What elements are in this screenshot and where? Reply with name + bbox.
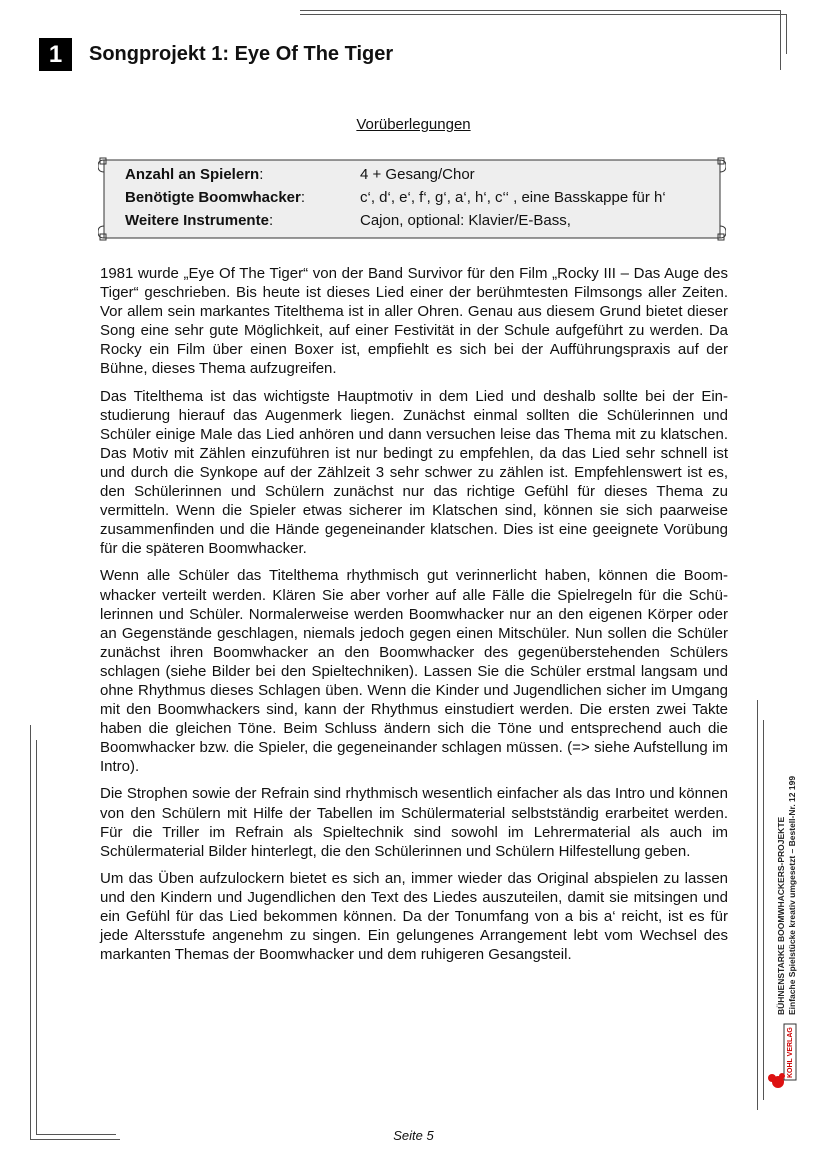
info-row: Weitere Instrumente: Cajon, optional: Klavier/E-Bass, bbox=[125, 209, 666, 232]
info-value: c‘, d‘, e‘, f‘, g‘, a‘, h‘, c‘‘ , eine Basskappe für h‘ bbox=[360, 189, 666, 206]
frame-line bbox=[757, 700, 758, 1110]
info-box bbox=[98, 156, 726, 242]
frame-line bbox=[786, 14, 787, 54]
sidebar-line: Einfache Spielstücke kreativ umgesetzt – Bestell-Nr. 12 199 bbox=[787, 775, 797, 1015]
logo-icon bbox=[766, 1022, 798, 1092]
info-label: Weitere Instrumente bbox=[125, 212, 269, 229]
logo-text: KOHL VERLAG bbox=[787, 1027, 794, 1078]
paragraph: Um das Üben aufzulockern bietet es sich an, immer wieder das Original abspielen zu lassen und den Kindern und Jugendlichen den Text des Liedes auszuteilen, damit sie mitsingen und ein Gefühl für das Lied bekommen können. Da der Tonumfang von a bis a‘ reicht, ist es für jede Altersstufe angenehm zu singen. Ein gelungenes Arrangement lebt vom Wechsel des markanten Themas der Boomwhacker und dem ruhigeren Gesangsteil. bbox=[100, 869, 728, 964]
sidebar-publisher-text bbox=[776, 776, 798, 1015]
info-row: Anzahl an Spielern: 4 + Gesang/Chor bbox=[125, 163, 666, 186]
chapter-number: 1 bbox=[39, 38, 72, 71]
info-label: Anzahl an Spielern bbox=[125, 166, 260, 183]
paragraph: Das Titelthema ist das wichtigste Hauptmotiv in dem Lied und deshalb sollte bei der Einstudierung hierauf das Augenmerk liegen. Zunächst einmal sollten die Schülerinnen und Schüler einige Male das Lied anhören und dann versuchen leise das Thema mit zu klatschen. Das Motiv mit Zählen einzuführen ist nur bedingt zu empfehlen, da das Lied sehr schnell ist und durch die Synkope auf der Zählzeit 3 sehr schwer zu zählen ist. Empfehlenswert ist es, den Schülerinnen und Schülern zunächst nur das richtige Gefühl für dieses Thema zu vermitteln. Wenn die Spieler etwas sicherer im Klatschen sind, können sie sich paarweise zusammenfinden und die Hände gegeneinander klatschen. Dies ist eine geeignete Vorübung für die späteren Boomwhacker. bbox=[100, 387, 728, 558]
page-header bbox=[39, 38, 393, 71]
section-subtitle: Vorüberlegungen bbox=[356, 116, 471, 133]
info-row: Benötigte Boomwhacker: c‘, d‘, e‘, f‘, g‘, a‘, h‘, c‘‘ , eine Basskappe für h‘ bbox=[125, 186, 666, 209]
publisher-logo bbox=[766, 1022, 798, 1092]
frame-line bbox=[30, 725, 31, 1140]
paragraph: Wenn alle Schüler das Titelthema rhythmisch gut verinnerlicht haben, können die Boomwhacker verteilt werden. Klären Sie aber vorher auf alle Fälle die Spielregeln für die Schülerinnen und Schüler. Normalerweise werden Boomwhacker nur an den eigenen Körper oder an Gegenstände geschlagen, niemals jedoch gegen einen Mitschüler. Nun sollen die Schüler zunächst ihren Boomwhacker an den Boomwhacker des gegenüberstehenden Schülers schlagen (siehe Bilder bei den Spieltechniken). Lassen Sie die Schüler erstmal langsam und ohne Rhythmus dieses Schlagen üben. Wenn die Kinder und Jugendlichen sicher im Umgang mit den Boomwhackers sind, kann der Rhythmus einstudiert werden. Die ersten zwei Takte haben die gleichen Töne. Beim Schluss ändern sich die Töne und entsprechend auch die Boomwhacker bzw. die Spieler, die gegeneinander schlagen müssen. (=> siehe Aufstellung im Intro). bbox=[100, 567, 728, 776]
frame-line bbox=[763, 720, 764, 1100]
paragraph: Die Strophen sowie der Refrain sind rhythmisch wesentlich einfacher als das Intro und können von den Schülern mit Hilfe der Tabellen im Schülermaterial selbstständig erarbeitet werden. Für die Triller im Refrain als Spieltechnik sind sowohl im Lehrermaterial als auch im Schülermaterial Bilder hinterlegt, die den Schülerinnen und Schülern Hilfestellung geben. bbox=[100, 785, 728, 860]
frame-line bbox=[36, 740, 37, 1135]
info-value: 4 + Gesang/Chor bbox=[360, 166, 475, 183]
info-value: Cajon, optional: Klavier/E-Bass, bbox=[360, 212, 571, 229]
frame-line bbox=[780, 10, 781, 70]
page-title: Songprojekt 1: Eye Of The Tiger bbox=[89, 43, 394, 65]
sidebar-line: BÜHNENSTARKE BOOMWHACKERS-PROJEKTE bbox=[776, 816, 786, 1015]
paragraph: 1981 wurde „Eye Of The Tiger“ von der Band Survivor für den Film „Rocky III – Das Auge des Tiger“ geschrieben. Bis heute ist dieses Lied einer der berühmtesten Filmsongs aller Zeiten. Vor allem sein markantes Titelthema ist in aller Ohren. Genau aus diesem Grund bietet dieser Song eine sehr gute Möglichkeit, auf einer Festivität in der Schule aufgeführt zu werden. Da Rocky ein Film über einen Boxer ist, empfiehlt es sich bei der Aufführungspraxis auf der Bühne, dieses Thema aufzugreifen. bbox=[100, 265, 728, 378]
page-number: Seite 5 bbox=[393, 1128, 434, 1143]
info-label: Benötigte Boomwhacker bbox=[125, 189, 301, 206]
body-text bbox=[100, 264, 728, 972]
frame-line bbox=[300, 10, 780, 11]
frame-line bbox=[300, 14, 786, 15]
